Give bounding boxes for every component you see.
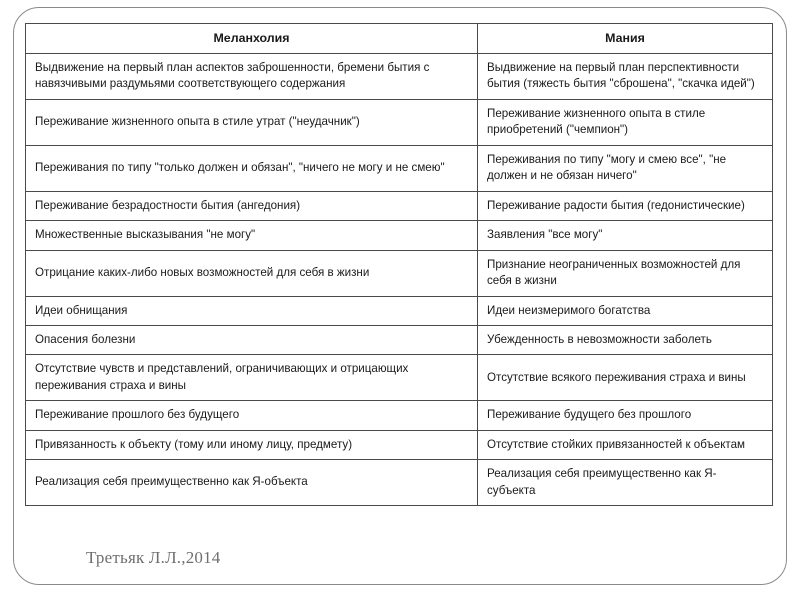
table-body — [26, 54, 773, 506]
table-row — [26, 430, 773, 459]
cell-melancholia: Множественные высказывания "не могу" — [26, 221, 478, 250]
cell-melancholia: Переживание жизненного опыта в стиле утрат ("неудачник") — [26, 99, 478, 145]
cell-melancholia: Выдвижение на первый план аспектов заброшенности, бремени бытия с навязчивыми раздумьями соответствующего содержания — [26, 54, 478, 100]
table-row — [26, 54, 773, 100]
column-header-melancholia: Меланхолия — [26, 24, 478, 54]
cell-melancholia: Отсутствие чувств и представлений, ограничивающих и отрицающих переживания страха и вины — [26, 355, 478, 401]
table-row — [26, 221, 773, 250]
table-row — [26, 296, 773, 325]
cell-mania: Переживание радости бытия (гедонистические) — [478, 191, 773, 220]
table-row — [26, 460, 773, 506]
table-row — [26, 99, 773, 145]
table-row — [26, 355, 773, 401]
cell-melancholia: Отрицание каких-либо новых возможностей для себя в жизни — [26, 250, 478, 296]
cell-mania: Отсутствие всякого переживания страха и вины — [478, 355, 773, 401]
table-row — [26, 401, 773, 430]
table-row — [26, 325, 773, 354]
author-watermark: Третьяк Л.Л.,2014 — [86, 548, 221, 567]
cell-mania: Признание неограниченных возможностей для себя в жизни — [478, 250, 773, 296]
cell-mania: Переживание будущего без прошлого — [478, 401, 773, 430]
cell-mania: Отсутствие стойких привязанностей к объектам — [478, 430, 773, 459]
table-row — [26, 145, 773, 191]
cell-mania: Выдвижение на первый план перспективности бытия (тяжесть бытия "сброшена", "скачка идей") — [478, 54, 773, 100]
cell-melancholia: Переживание прошлого без будущего — [26, 401, 478, 430]
cell-mania: Убежденность в невозможности заболеть — [478, 325, 773, 354]
table-header — [26, 24, 773, 54]
cell-mania: Переживание жизненного опыта в стиле приобретений ("чемпион") — [478, 99, 773, 145]
table-row — [26, 250, 773, 296]
cell-melancholia: Переживания по типу "только должен и обязан", "ничего не могу и не смею" — [26, 145, 478, 191]
cell-melancholia: Переживание безрадостности бытия (ангедония) — [26, 191, 478, 220]
column-header-mania: Мания — [478, 24, 773, 54]
cell-mania: Заявления "все могу" — [478, 221, 773, 250]
cell-mania: Идеи неизмеримого богатства — [478, 296, 773, 325]
cell-mania: Реализация себя преимущественно как Я-субъекта — [478, 460, 773, 506]
table-row — [26, 191, 773, 220]
cell-melancholia: Привязанность к объекту (тому или иному лицу, предмету) — [26, 430, 478, 459]
cell-melancholia: Идеи обнищания — [26, 296, 478, 325]
table-header-row — [26, 24, 773, 54]
cell-melancholia: Реализация себя преимущественно как Я-объекта — [26, 460, 478, 506]
cell-melancholia: Опасения болезни — [26, 325, 478, 354]
cell-mania: Переживания по типу "могу и смею все", "не должен и не обязан ничего" — [478, 145, 773, 191]
comparison-table — [25, 23, 773, 506]
